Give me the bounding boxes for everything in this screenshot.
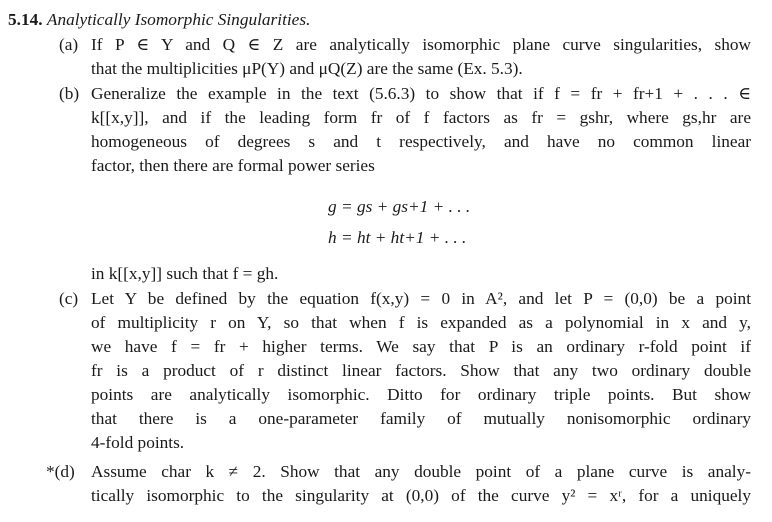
part-c-line-6: that there is a one-parameter family of mutually nonisomorphic ordinary [91, 409, 751, 428]
part-d-label: *(d) [46, 462, 75, 481]
part-c-label: (c) [59, 289, 79, 308]
part-c-line-4: fr is a product of r distinct linear factors. Show that any two ordinary double [91, 361, 751, 380]
part-b-line-4: factor, then there are formal power series [91, 156, 375, 175]
part-b-line-1: Generalize the example in the text (5.6.3) to show that if f = fr + fr+1 + . . . ∈ [91, 84, 751, 103]
equation-h: h = ht + ht+1 + . . . [328, 228, 467, 247]
part-c-line-3: we have f = fr + higher terms. We say that P is an ordinary r-fold point if [91, 337, 751, 356]
exercise-title: Analytically Isomorphic Singularities. [46, 10, 311, 29]
equation-g: g = gs + gs+1 + . . . [328, 197, 471, 216]
part-c-line-2: of multiplicity r on Y, so that when f is expanded as a polynomial in x and y, [91, 313, 751, 332]
part-c-line-1: Let Y be defined by the equation f(x,y) = 0 in A², and let P = (0,0) be a point [91, 289, 751, 308]
exercise-number: 5.14. [8, 10, 43, 29]
part-a-line-1: If P ∈ Y and Q ∈ Z are analytically isomorphic plane curve singularities, show [91, 35, 751, 54]
part-a-line-2: that the multiplicities μP(Y) and μQ(Z) are the same (Ex. 5.3). [91, 59, 523, 78]
part-b-closing: in k[[x,y]] such that f = gh. [91, 264, 279, 283]
exercise-heading [8, 8, 310, 32]
part-a-label: (a) [59, 35, 79, 54]
part-b-line-3: homogeneous of degrees s and t respectively, and have no common linear [91, 132, 751, 151]
part-d-line-2: tically isomorphic to the singularity at (0,0) of the curve y² = xʳ, for a uniquely [91, 486, 751, 505]
part-d-line-1: Assume char k ≠ 2. Show that any double point of a plane curve is analy- [91, 462, 751, 481]
part-b-line-2: k[[x,y]], and if the leading form fr of f factors as fr = gshr, where gs,hr are [91, 108, 751, 127]
part-c-line-7: 4-fold points. [91, 433, 185, 452]
part-b-label: (b) [59, 84, 80, 103]
part-c-line-5: points are analytically isomorphic. Ditto for ordinary triple points. But show [91, 385, 751, 404]
